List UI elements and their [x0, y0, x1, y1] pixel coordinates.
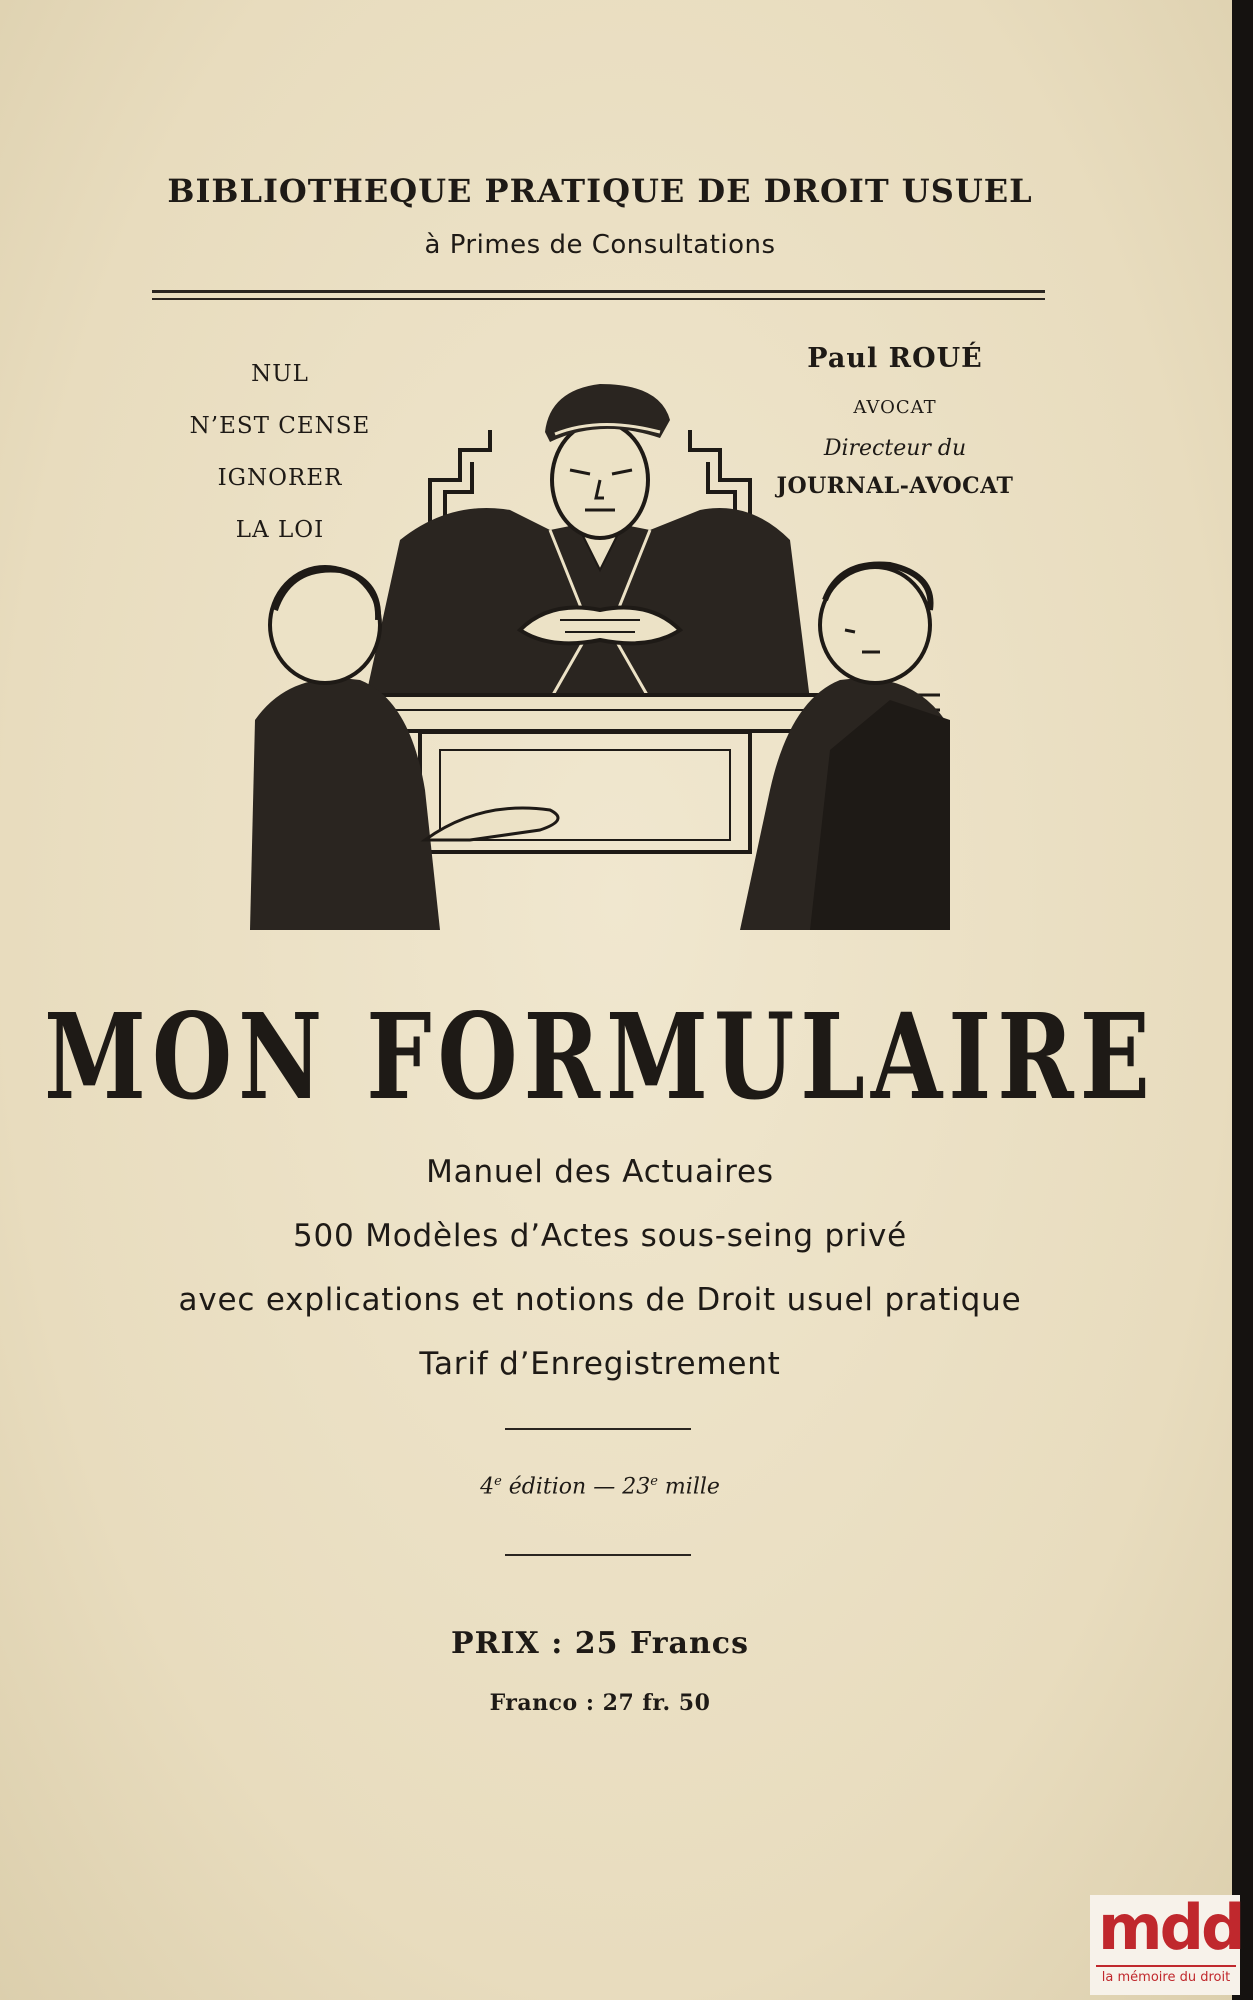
separator-rule: [505, 1428, 691, 1430]
series-title: BIBLIOTHEQUE PRATIQUE DE DROIT USUEL: [167, 172, 1033, 210]
separator-rule: [505, 1554, 691, 1556]
edition-info: [0, 1474, 1200, 1499]
courtroom-illustration: [250, 370, 950, 930]
book-description: [0, 1140, 1200, 1396]
motto-line: IGNORER: [217, 465, 343, 491]
description-line: 500 Modèles d’Actes sous-seing privé: [292, 1218, 907, 1254]
author-name: Paul ROUÉ: [807, 343, 983, 374]
logo-underline: [1096, 1965, 1236, 1967]
edition-separator: —: [593, 1474, 616, 1500]
motto-line: N’EST CENSE: [189, 413, 371, 439]
description-line: Tarif d’Enregistrement: [419, 1346, 781, 1382]
page-edge: [1232, 0, 1253, 2000]
description-line: Manuel des Actuaires: [426, 1154, 774, 1190]
logo-tagline: la mémoire du droit: [1101, 1970, 1231, 1985]
author-journal: JOURNAL-AVOCAT: [776, 473, 1014, 499]
description-line: avec explications et notions de Droit usuel pratique: [178, 1282, 1022, 1318]
franco-price: Franco : 27 fr. 50: [489, 1690, 711, 1716]
edition-superscript: e: [494, 1474, 502, 1489]
edition-word: édition: [508, 1474, 587, 1500]
mille-number: 23: [622, 1474, 651, 1500]
mille-word: mille: [664, 1474, 720, 1500]
series-subtitle: à Primes de Consultations: [424, 230, 776, 260]
price: PRIX : 25 Francs: [451, 1626, 749, 1661]
logo-mark: mdd: [1098, 1891, 1243, 1964]
edition-number: 4: [480, 1474, 495, 1500]
author-role: Directeur du: [823, 436, 967, 461]
double-rule: [152, 290, 1045, 300]
motto-line: NUL: [251, 361, 309, 387]
author-title: AVOCAT: [853, 397, 937, 418]
motto-line: LA LOI: [235, 517, 325, 543]
book-title: MON FORMULAIRE: [44, 988, 1156, 1127]
mdd-logo: [1090, 1891, 1243, 1995]
mille-superscript: e: [650, 1474, 658, 1489]
